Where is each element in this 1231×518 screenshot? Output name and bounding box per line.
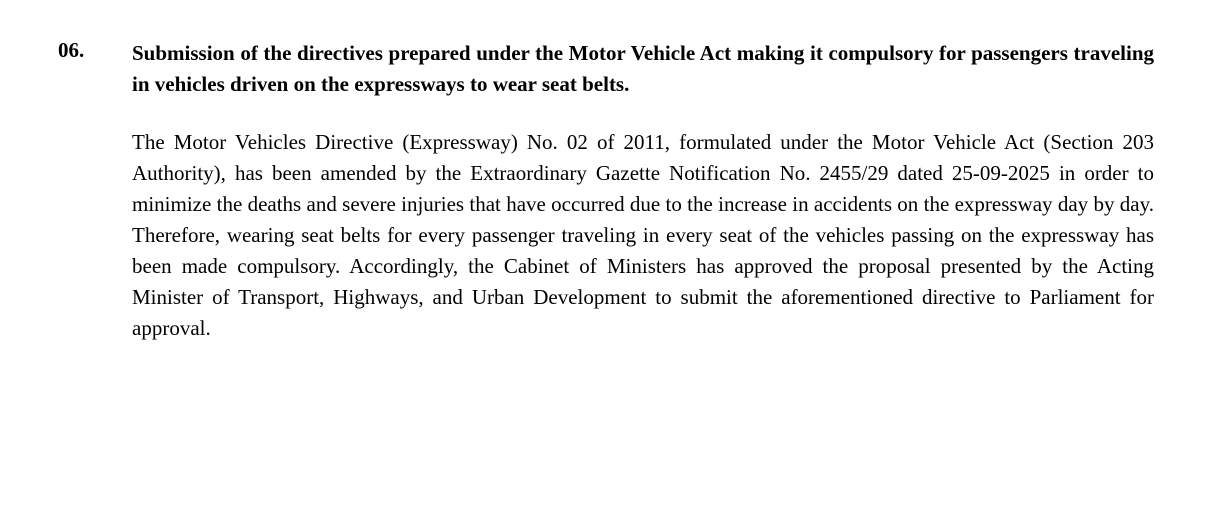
item-number: 06.	[58, 38, 85, 62]
item-body: The Motor Vehicles Directive (Expressway) No. 02 of 2011, formulated under the Motor Vehicle Act (Section 203 Authority), has been amended by the Extraordinary Gazette Notification No. 2455/29 dated 25-09-2025 in order to minimize the deaths and severe injuries that have occurred due to the increase in accidents on the expressway day by day. Therefore, wearing seat belts for every passenger traveling in every seat of the vehicles passing on the expressway has been made compulsory. Accordingly, the Cabinet of Ministers has approved the proposal presented by the Acting Minister of Transport, Highways, and Urban Development to submit the aforementioned directive to Parliament for approval.	[132, 130, 1154, 340]
item-title: Submission of the directives prepared under the Motor Vehicle Act making it compulsory for passengers traveling in vehicles driven on the expressways to wear seat belts.	[132, 41, 1154, 96]
